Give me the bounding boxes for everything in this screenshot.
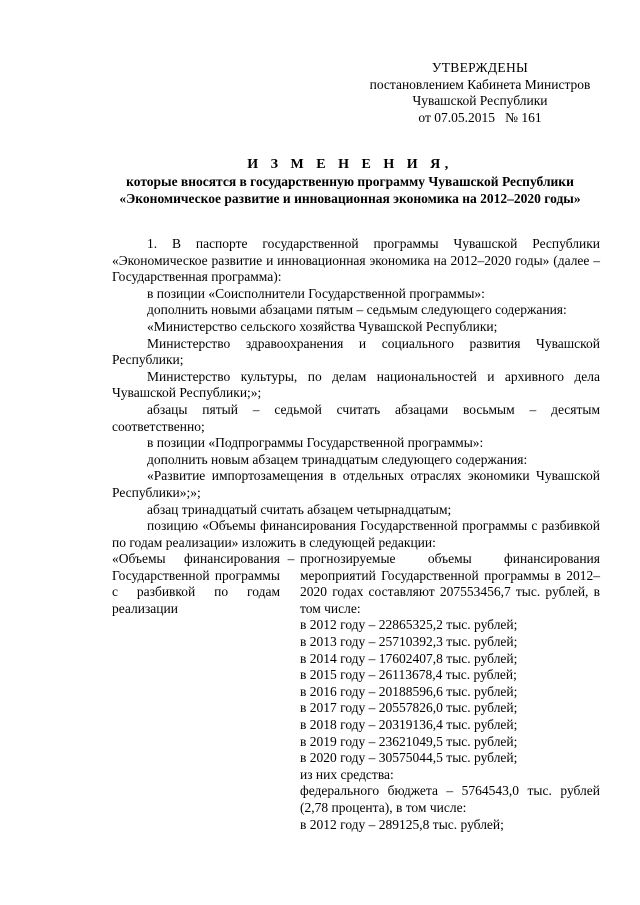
year-amount: в 2019 году – 23621049,5 тыс. рублей; [300, 733, 518, 749]
body-paragraph: 1. В паспорте государственной программы Чувашской Республики «Экономическое развитие и инновационная экономика на 2012–2020 годы» (далее – Государственная программа): [112, 236, 600, 285]
financing-intro: прогнозируемые объемы финансирования мероприятий Государственной программы в 2012–2020 годах составляют 207553456,7 тыс. рублей, в том числе: [300, 551, 600, 616]
document-body [112, 236, 600, 551]
year-amount: в 2016 году – 20188596,6 тыс. рублей; [300, 683, 518, 699]
body-paragraph: Министерство культуры, по делам национальностей и архивного дела Чувашской Республики;»; [112, 368, 600, 401]
heading-subtitle: которые вносятся в государственную программу Чувашской Республики [126, 174, 574, 189]
year-amount: в 2015 году – 26113678,4 тыс. рублей; [300, 667, 517, 683]
year-amount: в 2020 году – 30575044,5 тыс. рублей; [300, 750, 518, 766]
year-amount: в 2014 году – 17602407,8 тыс. рублей; [300, 650, 518, 666]
financing-details [300, 551, 600, 833]
body-paragraph: абзацы пятый – седьмой считать абзацами восьмым – десятым соответственно; [112, 401, 600, 434]
approval-date-number: от 07.05.2015 № 161 [418, 109, 542, 125]
body-paragraph: Министерство здравоохранения и социального развития Чувашской Республики; [112, 335, 600, 368]
body-paragraph: «Министерство сельского хозяйства Чувашской Республики; [147, 318, 498, 334]
body-paragraph: позицию «Объемы финансирования Государственной программы с разбивкой по годам реализации» изложить в следующей редакции: [112, 518, 600, 550]
heading-subtitle: «Экономическое развитие и инновационная экономика на 2012–2020 годы» [119, 191, 581, 206]
federal-year-amount: в 2012 году – 289125,8 тыс. рублей; [300, 816, 504, 832]
body-paragraph: абзац тринадцатый считать абзацем четырнадцатым; [147, 501, 452, 517]
approval-block [360, 60, 600, 126]
federal-budget: федерального бюджета – 5764543,0 тыс. рублей (2,78 процента), в том числе: [300, 783, 600, 815]
year-amount: в 2013 году – 25710392,3 тыс. рублей; [300, 633, 518, 649]
document-heading [60, 156, 640, 207]
body-paragraph: в позиции «Соисполнители Государственной программы»: [147, 285, 485, 301]
approval-line: постановлением Кабинета Министров [369, 76, 591, 92]
sources-label: из них средства: [300, 766, 394, 782]
approval-line: Чувашской Республики [412, 93, 548, 108]
financing-label: «Объемы финансирования Государственной программы с разбивкой по годам реализации [112, 551, 280, 616]
body-paragraph: в позиции «Подпрограммы Государственной программы»: [147, 435, 484, 451]
body-paragraph: дополнить новыми абзацами пятым – седьмым следующего содержания: [147, 302, 567, 318]
body-paragraph: дополнить новым абзацем тринадцатым следующего содержания: [147, 451, 528, 467]
body-paragraph: «Развитие импортозамещения в отдельных отраслях экономики Чувашской Республики»;»; [112, 468, 600, 500]
financing-dash: – [287, 551, 295, 566]
year-amount: в 2012 году – 22865325,2 тыс. рублей; [300, 617, 518, 633]
year-amount: в 2018 году – 20319136,4 тыс. рублей; [300, 716, 518, 732]
year-amount: в 2017 году – 20557826,0 тыс. рублей; [300, 700, 518, 716]
heading-title: И З М Е Н Е Н И Я, [247, 157, 453, 172]
approval-title: УТВЕРЖДЕНЫ [431, 60, 529, 75]
